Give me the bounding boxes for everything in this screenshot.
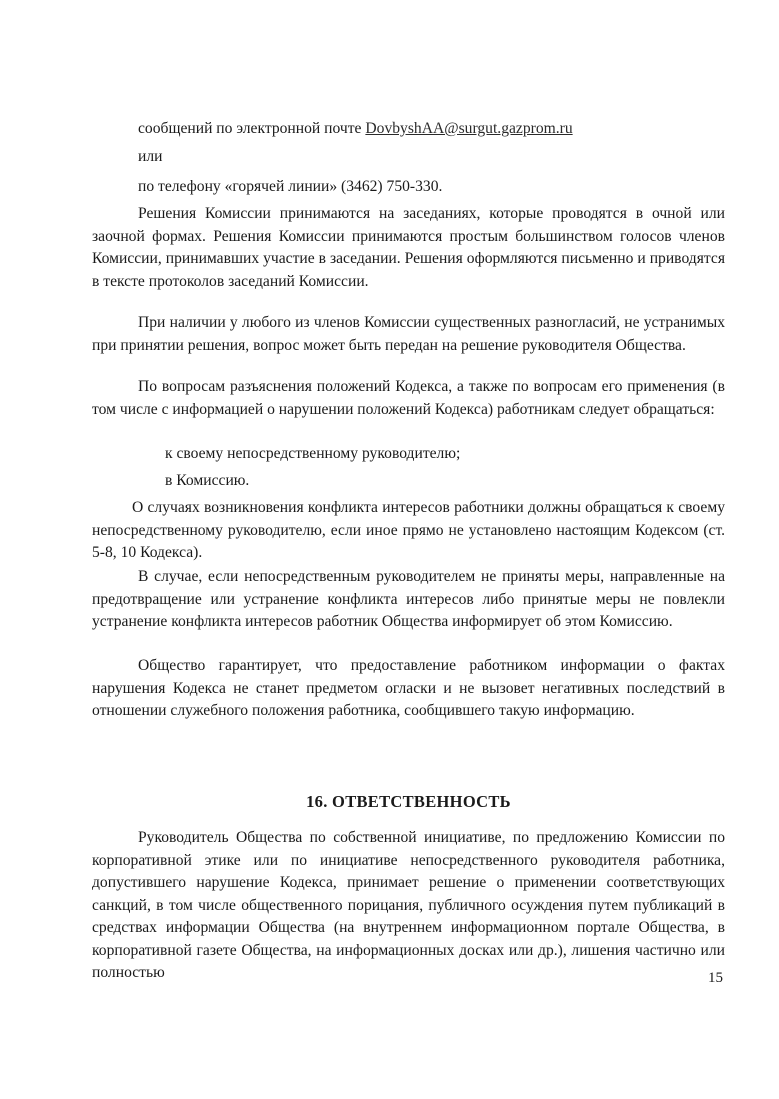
email-prefix: сообщений по электронной почте xyxy=(138,120,362,137)
paragraph-clarification: По вопросам разъяснения положений Кодекса, а также по вопросам его применения (в том числе с информацией о нарушении положений Кодекса) работникам следует обращаться: xyxy=(92,378,725,418)
email-line xyxy=(138,118,738,141)
email-link[interactable]: DovbyshAA@surgut.gazprom.ru xyxy=(365,120,573,137)
list-item: к своему непосредственному руководителю; xyxy=(165,445,461,462)
page-number: 15 xyxy=(708,970,723,986)
paragraph-guarantee: Общество гарантирует, что предоставление работником информации о фактах нарушения Кодекса не станет предметом огласки и не вызовет негативных последствий в отношении служебного положения работника, сообщившего такую информацию. xyxy=(92,657,725,719)
or-word: или xyxy=(138,148,163,165)
paragraph-responsibility: Руководитель Общества по собственной инициативе, по предложению Комиссии по корпоративной этике или по инициативе непосредственного руководителя работника, допустившего нарушение Кодекса, принимает решение о применении соответствующих санкций, в том числе общественного порицания, публичного осуждения путем публикаций в средствах информации Общества (на внутреннем информационном портале Общества, в корпоративной газете Общества, на информационных досках или др.), лишения частично или полностью xyxy=(92,829,725,981)
phone-line: по телефону «горячей линии» (3462) 750-330. xyxy=(138,178,443,195)
paragraph-decisions: Решения Комиссии принимаются на заседаниях, которые проводятся в очной или заочной формах. Решения Комиссии принимаются простым большинством голосов членов Комиссии, принимавших участие в заседании. Решения оформляются письменно и приводятся в тексте протоколов заседаний Комиссии. xyxy=(92,205,725,290)
list-item: в Комиссию. xyxy=(165,472,250,489)
paragraph-disagreements: При наличии у любого из членов Комиссии существенных разногласий, не устранимых при принятии решения, вопрос может быть передан на решение руководителя Общества. xyxy=(92,314,725,354)
paragraph-conflict: О случаях возникновения конфликта интересов работники должны обращаться к своему непосредственному руководителю, если иное прямо не установлено настоящим Кодексом (ст. 5-8, 10 Кодекса). xyxy=(92,499,725,561)
paragraph-no-measures: В случае, если непосредственным руководителем не приняты меры, направленные на предотвращение или устранение конфликта интересов либо принятые меры не повлекли устранение конфликта интересов работник Общества информирует об этом Комиссию. xyxy=(92,568,725,630)
section-heading: 16. ОТВЕТСТВЕННОСТЬ xyxy=(306,792,511,811)
